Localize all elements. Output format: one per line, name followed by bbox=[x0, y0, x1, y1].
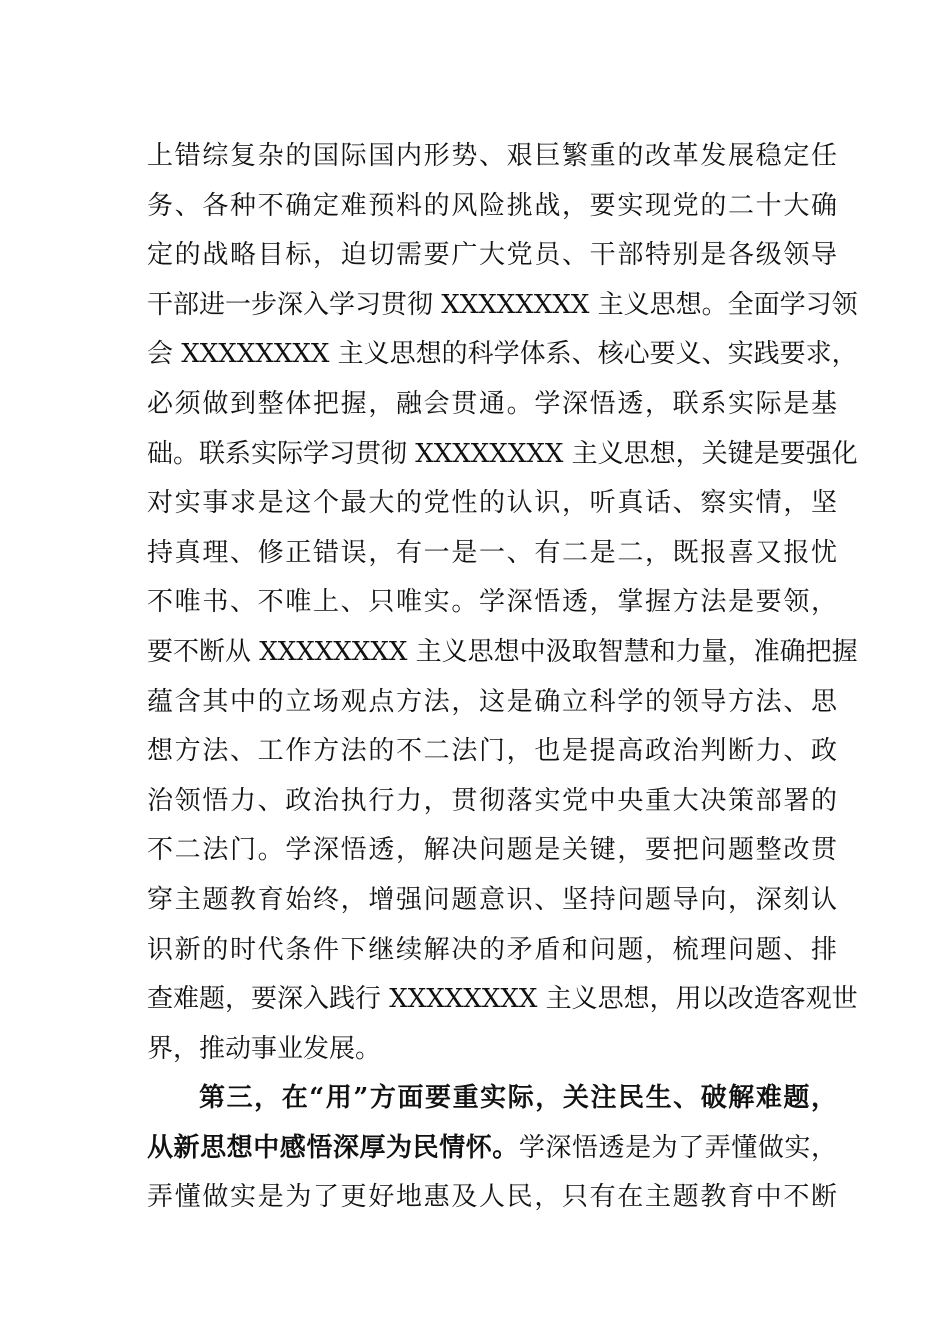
text-line: 对实事求是这个最大的党性的认识，听真话、察实情，坚 bbox=[147, 488, 837, 519]
text-line: 务、各种不确定难预料的风险挑战，要实现党的二十大确 bbox=[147, 190, 837, 221]
text-line: 不唯书、不唯上、只唯实。学深悟透，掌握方法是要领， bbox=[147, 587, 837, 618]
body-text bbox=[147, 132, 858, 1223]
paragraph-1 bbox=[147, 132, 858, 1074]
section-heading-continuation: 从新思想中感悟深厚为民情怀。 bbox=[147, 1132, 519, 1163]
text-line: 查难题，要深入践行 XXXXXXXX 主义思想，用以改造客观世 bbox=[147, 984, 858, 1015]
text-line: 干部进一步深入学习贯彻 XXXXXXXX 主义思想。全面学习领 bbox=[147, 289, 858, 320]
text-line: 穿主题教育始终，增强问题意识、坚持问题导向，深刻认 bbox=[147, 884, 837, 915]
text-line: 必须做到整体把握，融会贯通。学深悟透，联系实际是基 bbox=[147, 388, 837, 419]
text-line: 定的战略目标，迫切需要广大党员、干部特别是各级领导 bbox=[147, 240, 837, 271]
text-line: 识新的时代条件下继续解决的矛盾和问题，梳理问题、排 bbox=[147, 934, 837, 965]
text-line: 治领悟力、政治执行力，贯彻落实党中央重大决策部署的 bbox=[147, 785, 837, 816]
text-line: 弄懂做实是为了更好地惠及人民，只有在主题教育中不断 bbox=[147, 1182, 837, 1213]
text-span: 学深悟透是为了弄懂做实， bbox=[518, 1132, 837, 1163]
text-line: 上错综复杂的国际国内形势、艰巨繁重的改革发展稳定任 bbox=[147, 141, 837, 171]
text-line: 不二法门。学深悟透，解决问题是关键，要把问题整改贯 bbox=[147, 835, 837, 866]
section-heading-line: 第三，在“用”方面要重实际，关注民生、破解难题， bbox=[199, 1083, 837, 1114]
text-line: 持真理、修正错误，有一是一、有二是二，既报喜又报忧 bbox=[147, 537, 837, 568]
text-line: 会 XXXXXXXX 主义思想的科学体系、核心要义、实践要求， bbox=[147, 339, 858, 370]
text-line: 界，推动事业发展。 bbox=[147, 1033, 382, 1064]
text-line bbox=[147, 1124, 837, 1174]
text-line: 要不断从 XXXXXXXX 主义思想中汲取智慧和力量，准确把握 bbox=[147, 636, 858, 667]
paragraph-2 bbox=[147, 1074, 837, 1223]
text-line: 蕴含其中的立场观点方法，这是确立科学的领导方法、思 bbox=[147, 686, 837, 717]
text-line: 想方法、工作方法的不二法门，也是提高政治判断力、政 bbox=[147, 736, 837, 767]
text-line: 础。联系实际学习贯彻 XXXXXXXX 主义思想，关键是要强化 bbox=[147, 438, 858, 469]
